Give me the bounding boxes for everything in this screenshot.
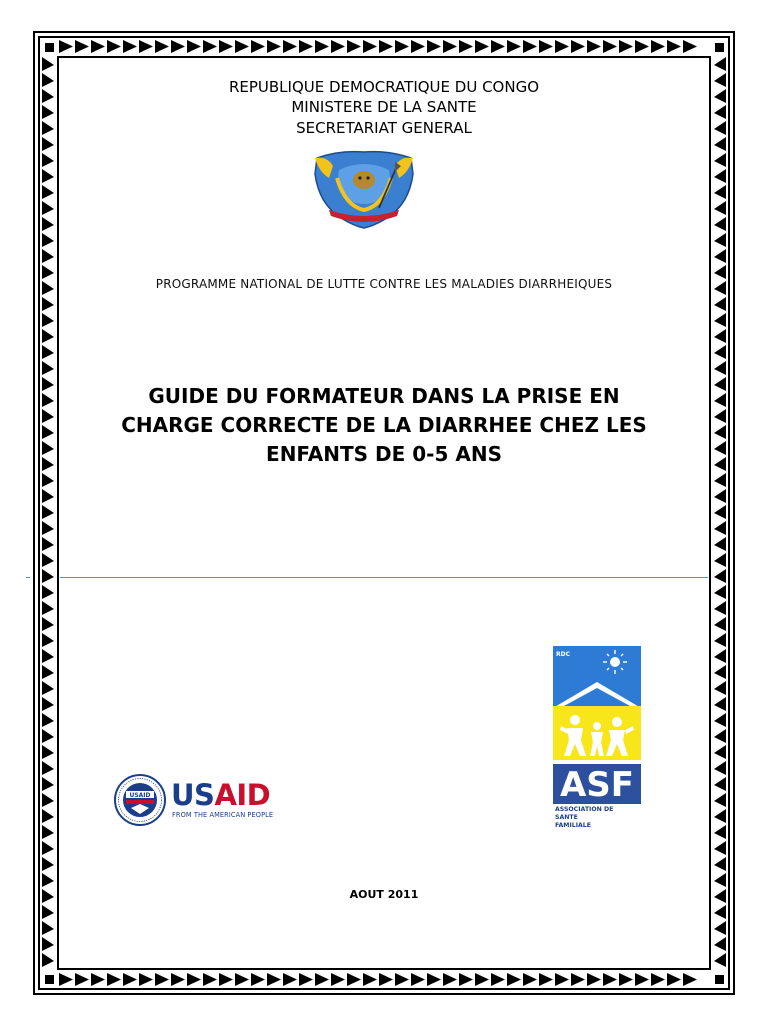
border-triangle	[42, 457, 54, 471]
border-triangle	[123, 973, 137, 986]
border-triangle	[42, 233, 54, 247]
border-triangle	[42, 569, 54, 583]
border-triangle	[714, 313, 726, 327]
border-triangle	[587, 40, 601, 53]
border-triangle	[714, 729, 726, 743]
border-triangle	[42, 473, 54, 487]
border-triangle	[42, 793, 54, 807]
border-triangle	[714, 585, 726, 599]
border-triangle	[714, 617, 726, 631]
border-triangle	[139, 40, 153, 53]
border-triangle	[42, 777, 54, 791]
border-triangle	[714, 713, 726, 727]
border-triangle	[235, 973, 249, 986]
border-triangle	[491, 973, 505, 986]
border-triangle	[714, 249, 726, 263]
header-secretariat: SECRETARIAT GENERAL	[296, 119, 472, 137]
border-triangle	[667, 40, 681, 53]
margin-tick	[26, 577, 30, 578]
usaid-wordmark	[171, 780, 270, 810]
border-triangle	[42, 329, 54, 343]
border-triangle	[475, 973, 489, 986]
border-triangle	[714, 921, 726, 935]
border-triangle	[363, 973, 377, 986]
border-triangle	[42, 345, 54, 359]
border-triangle	[107, 973, 121, 986]
border-triangle	[42, 553, 54, 567]
border-triangle	[571, 973, 585, 986]
border-triangle	[714, 361, 726, 375]
publication-date: AOUT 2011	[349, 888, 419, 901]
border-triangle	[714, 633, 726, 647]
border-triangle	[171, 40, 185, 53]
border-triangle	[107, 40, 121, 53]
border-triangle	[635, 973, 649, 986]
border-triangle	[714, 649, 726, 663]
border-triangle	[42, 313, 54, 327]
border-triangle	[363, 40, 377, 53]
border-triangle	[714, 137, 726, 151]
border-triangle	[714, 489, 726, 503]
border-triangle	[283, 973, 297, 986]
border-triangle	[714, 425, 726, 439]
border-triangle	[42, 841, 54, 855]
border-triangle	[714, 793, 726, 807]
border-triangle	[379, 973, 393, 986]
border-triangle	[42, 441, 54, 455]
border-triangle	[714, 889, 726, 903]
border-triangle	[42, 169, 54, 183]
border-triangle	[714, 233, 726, 247]
border-triangle	[714, 457, 726, 471]
border-triangle	[507, 973, 521, 986]
asf-caption-line: FAMILIALE	[555, 822, 591, 829]
border-triangle	[714, 521, 726, 535]
border-triangle	[714, 809, 726, 823]
border-triangle	[714, 473, 726, 487]
border-triangle	[283, 40, 297, 53]
border-triangle	[203, 40, 217, 53]
border-triangle	[714, 169, 726, 183]
border-triangle	[714, 873, 726, 887]
border-triangle	[75, 973, 89, 986]
border-triangle	[603, 40, 617, 53]
border-triangle	[443, 973, 457, 986]
header-republic: REPUBLIQUE DEMOCRATIQUE DU CONGO	[228, 78, 540, 96]
header-ministry: MINISTERE DE LA SANTE	[291, 98, 477, 116]
border-triangle	[714, 393, 726, 407]
border-triangle	[42, 377, 54, 391]
border-triangle	[42, 921, 54, 935]
border-triangle	[587, 973, 601, 986]
border-triangle	[459, 40, 473, 53]
border-triangle	[507, 40, 521, 53]
border-triangle	[714, 601, 726, 615]
border-triangle	[42, 425, 54, 439]
border-triangle	[219, 40, 233, 53]
border-triangle	[42, 665, 54, 679]
border-triangle	[635, 40, 649, 53]
border-triangle	[714, 857, 726, 871]
border-triangle	[139, 973, 153, 986]
border-triangle	[491, 40, 505, 53]
border-triangle	[42, 953, 54, 967]
border-triangle	[523, 973, 537, 986]
border-triangle	[523, 40, 537, 53]
border-triangle	[315, 40, 329, 53]
border-triangle	[267, 40, 281, 53]
border-triangle	[91, 973, 105, 986]
border-triangle	[714, 441, 726, 455]
border-triangle	[42, 697, 54, 711]
border-triangle	[267, 973, 281, 986]
border-triangle	[539, 973, 553, 986]
border-triangle	[603, 973, 617, 986]
title-line-1: GUIDE DU FORMATEUR DANS LA PRISE EN	[148, 384, 620, 408]
border-triangle	[443, 40, 457, 53]
border-triangle	[714, 553, 726, 567]
usaid-seal-text: USAID	[129, 792, 151, 799]
border-triangle	[42, 745, 54, 759]
border-triangle	[683, 973, 697, 986]
border-triangle	[714, 665, 726, 679]
border-triangle	[714, 329, 726, 343]
border-triangle	[42, 873, 54, 887]
border-triangle	[42, 857, 54, 871]
border-triangle	[251, 40, 265, 53]
border-triangle	[42, 137, 54, 151]
border-triangle	[714, 937, 726, 951]
horizontal-rule	[60, 577, 708, 578]
usaid-us: US	[171, 778, 215, 812]
border-triangle	[42, 761, 54, 775]
border-triangle	[619, 40, 633, 53]
title-line-3: ENFANTS DE 0-5 ANS	[266, 442, 502, 466]
family-icon	[553, 706, 641, 760]
border-triangle	[91, 40, 105, 53]
border-triangle	[42, 825, 54, 839]
border-triangle	[299, 973, 313, 986]
border-triangle	[42, 681, 54, 695]
border-triangle	[42, 201, 54, 215]
border-triangle	[75, 40, 89, 53]
border-triangle	[475, 40, 489, 53]
asf-caption	[555, 806, 641, 830]
border-triangle	[651, 973, 665, 986]
border-triangle	[187, 973, 201, 986]
border-triangle	[395, 40, 409, 53]
border-triangle	[42, 905, 54, 919]
border-triangle	[315, 973, 329, 986]
border-triangle	[714, 825, 726, 839]
border-triangle	[42, 57, 54, 71]
border-triangle	[42, 217, 54, 231]
border-triangle	[714, 569, 726, 583]
border-triangle	[42, 585, 54, 599]
asf-letters: ASF	[559, 765, 635, 805]
border-triangle	[155, 973, 169, 986]
border-triangle	[714, 185, 726, 199]
usaid-logo	[114, 772, 294, 828]
border-triangle	[203, 973, 217, 986]
border-triangle	[714, 217, 726, 231]
border-triangle	[42, 153, 54, 167]
border-triangle	[42, 297, 54, 311]
border-triangle	[714, 953, 726, 967]
border-triangle	[331, 40, 345, 53]
border-triangle	[235, 40, 249, 53]
border-triangle	[42, 937, 54, 951]
usaid-aid: AID	[214, 778, 271, 812]
border-triangle	[714, 377, 726, 391]
border-triangle	[42, 249, 54, 263]
document-title	[60, 382, 708, 469]
border-triangle	[714, 697, 726, 711]
usaid-tagline: FROM THE AMERICAN PEOPLE	[172, 811, 274, 819]
border-triangle	[42, 409, 54, 423]
border-triangle	[59, 40, 73, 53]
border-triangle	[187, 40, 201, 53]
border-triangle	[683, 40, 697, 53]
border-triangle	[714, 57, 726, 71]
border-triangle	[219, 973, 233, 986]
usaid-seal-icon	[114, 774, 166, 826]
border-triangle	[714, 505, 726, 519]
asf-logo	[553, 646, 641, 840]
border-triangle	[411, 40, 425, 53]
border-triangle	[42, 361, 54, 375]
border-triangle	[619, 973, 633, 986]
border-triangle	[299, 40, 313, 53]
border-triangle	[251, 973, 265, 986]
border-triangle	[331, 973, 345, 986]
border-corner	[45, 43, 54, 52]
border-triangle	[714, 745, 726, 759]
border-corner	[715, 43, 724, 52]
border-triangle	[379, 40, 393, 53]
border-triangle	[714, 841, 726, 855]
border-triangle	[42, 617, 54, 631]
border-triangle	[42, 889, 54, 903]
border-triangle	[42, 489, 54, 503]
border-triangle	[411, 973, 425, 986]
border-triangle	[427, 40, 441, 53]
border-triangle	[59, 973, 73, 986]
asf-rdc-label: RDC	[556, 651, 571, 658]
border-triangle	[42, 537, 54, 551]
border-triangle	[155, 40, 169, 53]
border-triangle	[459, 973, 473, 986]
program-name: PROGRAMME NATIONAL DE LUTTE CONTRE LES MALADIES DIARRHEIQUES	[155, 277, 613, 291]
border-triangle	[714, 681, 726, 695]
border-triangle	[714, 297, 726, 311]
border-triangle	[651, 40, 665, 53]
title-line-2: CHARGE CORRECTE DE LA DIARRHEE CHEZ LES	[121, 413, 647, 437]
border-triangle	[42, 505, 54, 519]
border-triangle	[571, 40, 585, 53]
border-triangle	[42, 649, 54, 663]
coat-of-arms-emblem	[309, 148, 419, 230]
border-triangle	[714, 905, 726, 919]
border-triangle	[539, 40, 553, 53]
border-triangle	[427, 973, 441, 986]
border-triangle	[714, 281, 726, 295]
border-triangle	[171, 973, 185, 986]
asf-caption-line: ASSOCIATION DE	[555, 806, 614, 813]
border-triangle	[42, 601, 54, 615]
border-triangle	[347, 40, 361, 53]
asf-caption-line: SANTE	[555, 814, 578, 821]
border-triangle	[42, 521, 54, 535]
border-triangle	[123, 40, 137, 53]
border-triangle	[714, 153, 726, 167]
border-triangle	[395, 973, 409, 986]
border-triangle	[714, 265, 726, 279]
border-triangle	[42, 393, 54, 407]
border-corner	[45, 975, 54, 984]
border-triangle	[42, 633, 54, 647]
border-triangle	[714, 537, 726, 551]
border-triangle	[714, 409, 726, 423]
border-triangle	[555, 40, 569, 53]
border-corner	[715, 975, 724, 984]
border-triangle	[42, 185, 54, 199]
border-triangle	[42, 729, 54, 743]
border-triangle	[714, 777, 726, 791]
border-triangle	[555, 973, 569, 986]
border-triangle	[42, 265, 54, 279]
border-triangle	[42, 713, 54, 727]
border-triangle	[347, 973, 361, 986]
border-triangle	[42, 281, 54, 295]
border-triangle	[714, 201, 726, 215]
border-triangle	[667, 973, 681, 986]
border-triangle	[42, 809, 54, 823]
border-triangle	[714, 345, 726, 359]
border-triangle	[714, 761, 726, 775]
